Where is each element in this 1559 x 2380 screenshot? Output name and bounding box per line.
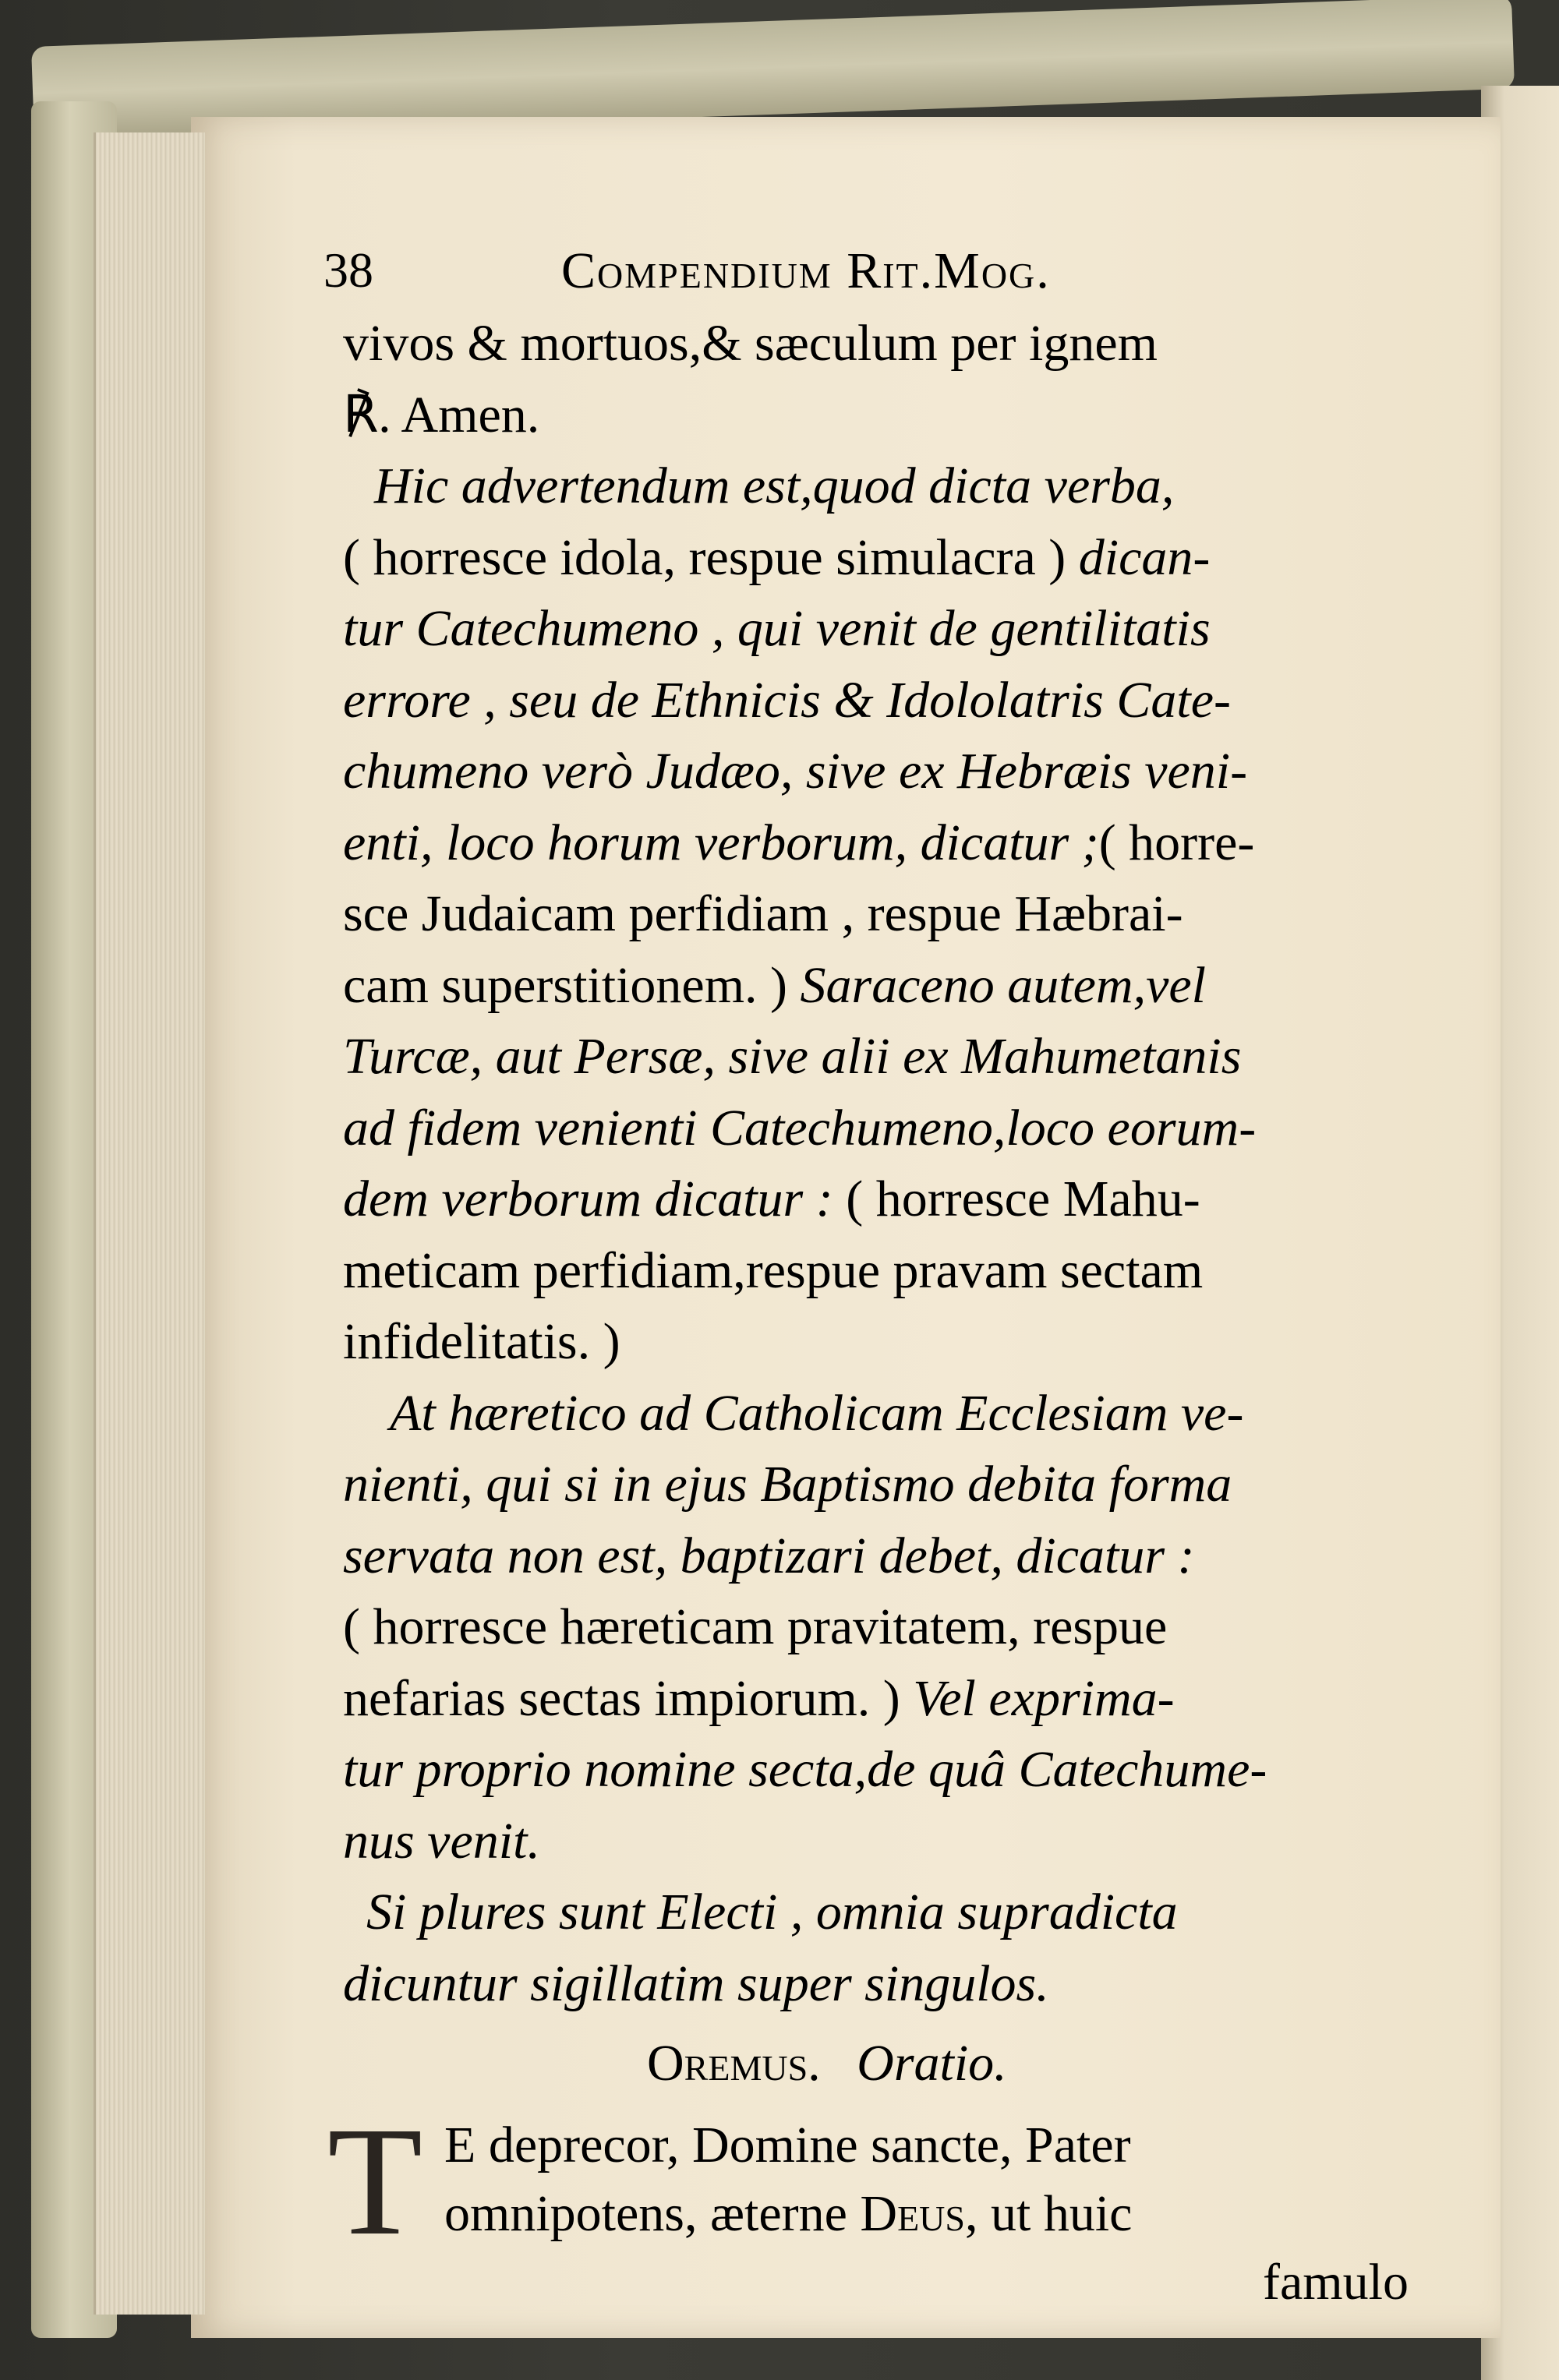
text-line (343, 814, 1255, 871)
text-segment: errore , seu de Ethnicis & Idololatris Cate- (343, 671, 1231, 729)
prayer-line-3: famulo (1263, 2254, 1409, 2311)
text-segment: At hæretico ad Catholicam Ecclesiam ve- (390, 1384, 1244, 1442)
text-line (343, 315, 1158, 372)
text-line (343, 885, 1183, 942)
text-segment: nefarias sectas impiorum. ) (343, 1669, 914, 1727)
text-line (390, 1384, 1244, 1442)
text-line (343, 1598, 1168, 1655)
text-segment: nus venit. (343, 1812, 540, 1870)
text-segment: Hic advertendum est,quod dicta verba, (374, 457, 1175, 514)
text-segment: ℟. Amen. (343, 386, 540, 443)
text-line (343, 1954, 1049, 2012)
text-segment: Vel exprima- (913, 1669, 1175, 1727)
text-line (343, 956, 1207, 1014)
text-line (343, 1456, 1232, 1513)
prayer-deus: Deus (860, 2185, 965, 2242)
text-line (343, 671, 1231, 729)
text-segment: infidelitatis. ) (343, 1313, 620, 1370)
oremus-label: Oremus. (647, 2035, 821, 2092)
text-segment: ( horresce Mahu- (846, 1171, 1200, 1227)
text-segment: dem verborum dicatur : (343, 1171, 847, 1227)
text-segment: dican- (1078, 528, 1211, 586)
text-segment: ad fidem venienti Catechumeno,loco eorum- (343, 1099, 1257, 1156)
text-line (343, 1669, 1175, 1727)
text-line (343, 1313, 620, 1370)
oratio-label: Oratio. (857, 2035, 1007, 2092)
text-line (343, 743, 1248, 800)
text-segment: meticam perfidiam,respue pravam sectam (343, 1241, 1204, 1299)
text-line (343, 1099, 1257, 1156)
text-segment: tur Catechumeno , qui venit de gentilitatis (343, 600, 1211, 657)
text-segment: chumeno verò Judæo, sive ex Hebræis veni- (343, 743, 1248, 800)
text-segment: dicuntur sigillatim super singulos. (343, 1954, 1049, 2012)
text-segment: servata non est, baptizari debet, dicatur : (343, 1527, 1195, 1584)
text-segment: cam superstitionem. ) (343, 956, 801, 1014)
text-segment: ( horre- (1098, 814, 1255, 871)
text-segment: Turcæ, aut Persæ, sive alii ex Mahumetanis (343, 1028, 1242, 1085)
text-line (343, 528, 1211, 586)
text-segment: vivos & mortuos,& sæculum per ignem (343, 315, 1158, 372)
oremus-heading (647, 2034, 1007, 2093)
text-segment: Si plures sunt Electi , omnia supradicta (366, 1884, 1178, 1940)
text-line (343, 600, 1211, 657)
text-segment: enti, loco horum verborum, dicatur ; (343, 814, 1099, 871)
prayer-line-2 (444, 2185, 1133, 2242)
page-content (323, 0, 1497, 2380)
text-segment: sce Judaicam perfidiam , respue Hæbrai- (343, 885, 1183, 942)
text-line (343, 1812, 540, 1870)
text-line (343, 1741, 1267, 1798)
prayer-line-2-b: , ut huic (965, 2185, 1133, 2242)
text-segment: ( horresce hæreticam pravitatem, respue (343, 1598, 1168, 1655)
text-segment: tur proprio nomine secta,de quâ Catechume- (343, 1741, 1267, 1798)
text-segment: nienti, qui si in ejus Baptismo debita forma (343, 1456, 1232, 1513)
text-line (343, 1241, 1204, 1299)
text-line (366, 1884, 1178, 1940)
text-line (343, 1527, 1195, 1584)
prayer-line-2-a: omnipotens, æterne (444, 2185, 861, 2242)
page-number: 38 (323, 242, 373, 298)
text-segment: Saraceno autem,vel (800, 956, 1207, 1014)
text-line (343, 1171, 1200, 1227)
text-line (343, 386, 540, 443)
running-title: Compendium Rit.Mog. (561, 242, 1051, 299)
page-edges (94, 132, 205, 2315)
text-line (374, 457, 1175, 514)
text-segment: ( horresce idola, respue simulacra ) (343, 528, 1079, 586)
drop-cap-initial: T (327, 2096, 423, 2268)
text-line (343, 1028, 1242, 1085)
prayer-line-1: E deprecor, Domine sancte, Pater (444, 2117, 1131, 2173)
